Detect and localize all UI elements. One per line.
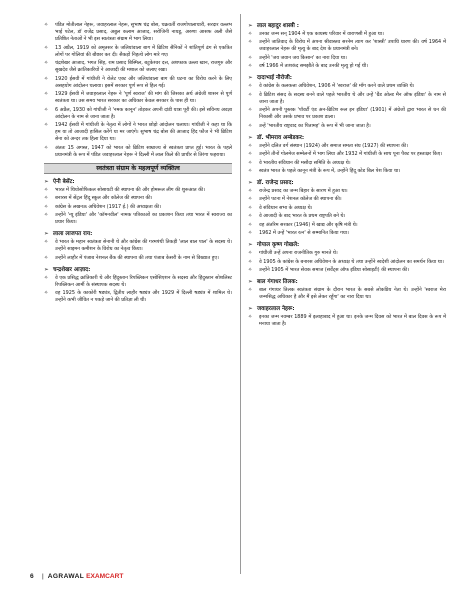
person-point: ✧ 1962 में उन्हें 'भारत रत्न' से सम्मानित किया गया। <box>248 230 446 237</box>
person-point: ✧ उन्होंने 'न्यू इंडिया' और 'कॉमनवील' नामक पत्रिकाओं का प्रकाशन किया तथा भारत में स्वराज्य का प्रचार किया। <box>44 212 232 226</box>
person-point: ✧ कांग्रेस के लखनऊ अधिवेशन (1917 ई.) की अध्यक्षता की। <box>44 204 232 211</box>
person-point: ✧ राजेन्द्र प्रसाद का जन्म बिहार के सारण में हुआ था। <box>248 188 446 195</box>
history-point: ✧ 1929 ईसवी में जवाहरलाल नेहरू ने 'पूर्ण स्वराज' की मांग की जिसका अर्थ अंग्रेजी शासन से पूर्ण स्वतंत्रता था। उस समय भारत सरकार का अधिकार केवल सरकार के पास ही था। <box>44 91 232 105</box>
page-number: 6 <box>30 573 34 580</box>
person-point: ✧ वे ब्रिटिश संसद के सदस्य बनने वाले पहले भारतीय थे और उन्हें 'ग्रैंड ओल्ड मैन ऑफ इंडिया' के नाम से जाना जाता है। <box>248 92 446 106</box>
brand-logo-sub: EXAMCART <box>86 573 124 580</box>
person-point: ✧ उन्होंने 1905 में भारत सेवक समाज (सर्वेंट्स ऑफ इंडिया सोसाइटी) की स्थापना की। <box>248 267 446 274</box>
person-points <box>248 143 446 175</box>
person-point: ✧ उनका जन्म सन् 1904 में एक कायस्थ परिवार में वाराणसी में हुआ था। <box>248 31 446 38</box>
left-column <box>44 22 232 306</box>
person-points <box>248 31 446 70</box>
person-point: ✧ वे 1905 के कांग्रेस के बनारस अधिवेशन के अध्यक्ष थे तथा उन्होंने स्वदेशी आंदोलन का समर्थन किया था। <box>248 259 446 266</box>
person-heading: ➢ डॉ. राजेन्द्र प्रसाद: <box>248 179 446 187</box>
person-points <box>44 275 232 305</box>
column-divider <box>240 14 241 574</box>
right-column <box>248 22 446 330</box>
person-points <box>248 314 446 328</box>
person-heading: ➢ ऐनी बेसेंट: <box>44 178 232 186</box>
person-points <box>248 287 446 301</box>
person-heading: ➢ गोपाल कृष्ण गोखले: <box>248 241 446 249</box>
person-point: ✧ वे आजादी के बाद भारत के प्रथम राष्ट्रपति बने थे। <box>248 213 446 220</box>
person-point: ✧ वे भारत के महान स्वतंत्रता सेनानी थे और कांग्रेस की गरमपंथी तिकड़ी 'लाल बाल पाल' के सदस्य थे। उन्होंने साइमन कमीशन के विरोध का नेतृत्व किया। <box>44 239 232 253</box>
person-point: ✧ उन्होंने दलित वर्ग संस्थान (1924) और समाज समता संघ (1927) की स्थापना की। <box>248 143 446 150</box>
person-point: ✧ उन्होंने तीनों गोलमेज सम्मेलनों में भाग लिया और 1932 में गांधीजी के साथ पूना पैक्ट पर हस्ताक्षर किए। <box>248 151 446 158</box>
person-points <box>248 188 446 237</box>
history-point: ✧ 1920 ईसवी में गांधीजी ने रोलेट एक्ट और जलियांवाला बाग की घटना का विरोध करने के लिए असहयोग आंदोलन चलाया। इसमें सरकार पूर्ण रूप से हिल गई। <box>44 76 232 90</box>
person-point: ✧ उन्हें 'भारतीय राष्ट्रवाद का पितामह' के रूप में भी जाना जाता है। <box>248 123 446 130</box>
person-point: ✧ वे भारतीय संविधान की मसौदा समिति के अध्यक्ष थे। <box>248 160 446 167</box>
person-points <box>248 250 446 274</box>
history-point: ✧ 6 अप्रैल, 1930 को गांधीजी ने 'नमक कानून' तोड़कर अपनी दांडी यात्रा पूरी की। इसे सविनय अवज्ञा आंदोलन के नाम से जाना जाता है। <box>44 107 232 121</box>
history-point: ✧ 1942 ईसवी में गांधीजी के नेतृत्व में लोगों ने भारत छोड़ो आंदोलन चलाया। गांधीजी ने कहा था कि हम या तो आजादी हासिल करेंगे या मर जाएंगे। सुभाष चंद्र बोस की आजाद हिंद फौज ने भी ब्रिटिश सेना को अन्दर तक हिला दिया था। <box>44 122 232 143</box>
person-heading: ➢ बाल गंगाधर तिलक: <box>248 278 446 286</box>
person-point: ✧ इनका जन्म नवम्बर 1889 में इलाहाबाद में हुआ था। इनके जन्म दिवस को भारत में बाल दिवस के रूप में मनाया जाता है। <box>248 314 446 328</box>
person-point: ✧ भारत में थियोसोफिकल सोसायटी की स्थापना की और होमरूल लीग की शुरूआत की। <box>44 187 232 194</box>
person-point: ✧ उन्होंने जातिवाद के विरोध में अपना श्रीवास्तव सरनेम त्याग कर 'शास्त्री' उपाधि धारण की। वर्ष 1964 में जवाहरलाल नेहरू की मृत्यु के बाद देश के प्रधानमंत्री बने। <box>248 39 446 53</box>
history-point: ✧ पंडित मोतीलाल नेहरू, जवाहरलाल नेहरू, सुभाष चंद्र बोस, चक्रवर्ती राजगोपालाचारी, सरदार वल्लभ भाई पटेल, डॉ राजेंद्र प्रसाद, अबुल कलाम आजाद, सरोजिनी नायडू, अरुणा आसफ अली जैसे प्रतिष्ठित नेताओं ने भी इस स्वतंत्रता संग्राम में भाग लिया। <box>44 22 232 43</box>
person-heading: ➢ जवाहरलाल नेहरू: <box>248 305 446 313</box>
person-points <box>44 187 232 226</box>
section-title: स्वतंत्रता संग्राम के महत्वपूर्ण व्यक्तित्व <box>44 163 232 174</box>
history-point: ✧ चंद्रशेखर आजाद, भगत सिंह, राम प्रसाद बिस्मिल, बटुकेश्वर दत्त, अशफाक उल्ला खान, राजगुरु और सुखदेव जैसे क्रांतिकारियों ने आजादी की मशाल को जलाए रखा। <box>44 60 232 74</box>
history-point: ✧ अंततः 15 अगस्त, 1947 को भारत को ब्रिटिश साम्राज्य से स्वतंत्रता प्राप्त हुई। भारत के पहले प्रधानमंत्री के रूप में पंडित जवाहरलाल नेहरू ने दिल्ली में लाल किले की प्राचीर से तिरंगा फहराया। <box>44 145 232 159</box>
person-point: ✧ उन्होंने अपनी पुस्तक 'पॉवर्टी एंड अन-ब्रिटिश रूल इन इंडिया' (1901) में अंग्रेजों द्वारा भारत से धन की निकासी और उसके प्रभाव पर प्रकाश डाला। <box>248 107 446 121</box>
person-point: ✧ वे एक प्रसिद्ध क्रांतिकारी थे और हिंदुस्तान रिपब्लिकन एसोसिएशन के सदस्य और हिंदुस्तान सोशलिस्ट रिपब्लिकन आर्मी के संस्थापक सदस्य थे। <box>44 275 232 289</box>
page-footer <box>30 572 450 582</box>
person-point: ✧ बाल गंगाधर तिलक स्वतंत्रता संग्राम के दौरान भारत के सबसे लोकप्रिय नेता थे। उन्होंने 'स्वराज मेरा जन्मसिद्ध अधिकार है और मैं इसे लेकर रहूँगा' का नारा दिया था। <box>248 287 446 301</box>
person-heading: ➢ लाला लाजपत राय: <box>44 230 232 238</box>
person-point: ✧ वह 1925 के काकोरी षड्यंत्र, द्वितीय लाहौर षड्यंत्र और 1929 में दिल्ली षड्यंत्र में शामिल थे। उन्होंने कभी जीवित न पकड़े जाने की प्रतिज्ञा ली थी। <box>44 290 232 304</box>
person-point: ✧ वे संविधान सभा के अध्यक्ष थे। <box>248 205 446 212</box>
person-point: ✧ उन्होंने लाहौर में पंजाब नेशनल बैंक की स्थापना की तथा पंजाब केसरी के नाम से विख्यात हुए। <box>44 255 232 262</box>
person-point: ✧ वह अंतरिम सरकार (1946) में खाद्य और कृषि मंत्री थे। <box>248 222 446 229</box>
person-points <box>248 83 446 129</box>
person-point: ✧ उन्होंने 'जय जवान जय किसान' का नारा दिया था। <box>248 55 446 62</box>
brand-logo: AGRAWAL <box>47 573 85 580</box>
person-heading: ➢ डॉ. भीमराव अम्बेडकर: <box>248 134 446 142</box>
person-point: ✧ बनारस में सेंट्रल हिंदू स्कूल और कॉलेज की स्थापना की। <box>44 195 232 202</box>
footer-separator: | <box>42 573 44 580</box>
person-heading: ➢ दादाभाई नौरोजी: <box>248 74 446 82</box>
person-point: ✧ स्वतंत्र भारत के पहले कानून मंत्री के रूप में, उन्होंने हिंदू कोड बिल पेश किया था। <box>248 168 446 175</box>
person-points <box>44 239 232 262</box>
person-heading: ➢ लाल बहादुर शास्त्री : <box>248 22 446 30</box>
person-point: ✧ गांधीजी उन्हें अपना राजनीतिक गुरु मानते थे। <box>248 250 446 257</box>
person-point: ✧ वर्ष 1966 में ताशकंद समझौते के बाद उनकी मृत्यु हो गई थी। <box>248 63 446 70</box>
person-point: ✧ उन्होंने पटना में नेशनल कॉलेज की स्थापना की। <box>248 196 446 203</box>
history-point: ✧ 13 अप्रैल, 1919 को अमृतसर के जलियांवाला बाग में ब्रिटिश सैनिकों ने शांतिपूर्ण ढंग से एकत्रित लोगों पर गोलियां की बौछार कर दी। सैकड़ों निहत्थे लोग मारे गए। <box>44 45 232 59</box>
history-point-list <box>44 22 232 159</box>
person-heading: ➢ चन्द्रशेखर आज़ाद: <box>44 266 232 274</box>
person-point: ✧ वे कांग्रेस के कलकत्ता अधिवेशन, 1906 में 'स्वराज' की माँग करने वाले प्रथम व्यक्ति थे। <box>248 83 446 90</box>
